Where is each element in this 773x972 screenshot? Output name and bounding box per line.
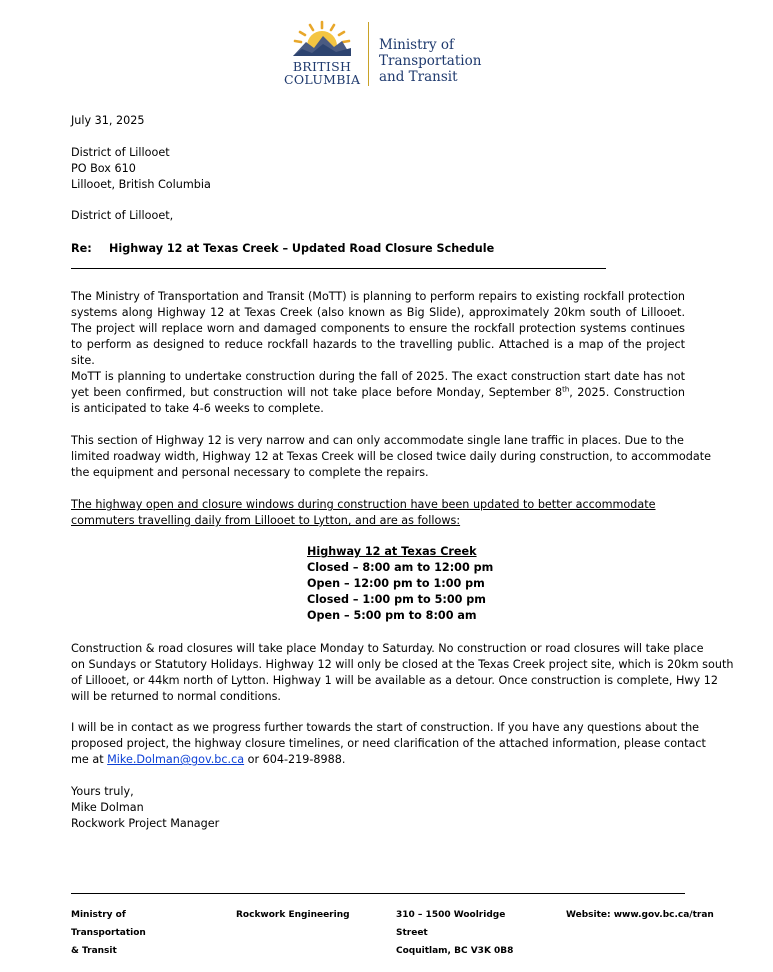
footer-line: Transportation [71, 928, 146, 938]
bc-wordmark-line2: COLUMBIA [284, 72, 361, 87]
footer-line: Ministry of [71, 910, 126, 920]
paragraph-text: me at [71, 753, 108, 766]
paragraph-line: on Sundays or Statutory Holidays. Highway 12 will only be closed at the Texas Creek project site, which is 20km south [71, 658, 734, 671]
ministry-name [379, 37, 489, 85]
paragraph-line [71, 752, 685, 768]
subject-line: Highway 12 at Texas Creek – Updated Road Closure Schedule [109, 242, 495, 255]
paragraph-line: Construction & road closures will take place Monday to Saturday. No construction or road closures will take place [71, 642, 704, 655]
paragraph-project-description: The Ministry of Transportation and Transit (MoTT) is planning to perform repairs to existing rockfall protection systems along Highway 12 at Texas Creek (also known as Big Slide), approximately 20km south of Lillooet. The project will replace worn and damaged components to ensure the rockfall protection systems continues to perform as designed to reduce rockfall hazards to the travelling public. Attached is a map of the project site. [71, 290, 685, 367]
footer-ministry [71, 906, 146, 960]
schedule-heading: Highway 12 at Texas Creek [307, 545, 477, 558]
footer-line: Coquitlam, BC V3K 0B8 [396, 946, 514, 956]
subject-rule [71, 268, 606, 269]
paragraph-closure-reason [71, 433, 711, 481]
email-link[interactable]: Mike.Dolman@gov.bc.ca [107, 753, 245, 766]
paragraph-schedule-intro [71, 497, 685, 529]
logo-divider [368, 22, 369, 86]
schedule-item: Closed – 1:00 pm to 5:00 pm [307, 593, 486, 606]
paragraph-line: limited roadway width, Highway 12 at Texas Creek will be closed twice daily during construction, to accommodate [71, 450, 711, 463]
schedule-item: Closed – 8:00 am to 12:00 pm [307, 561, 494, 574]
paragraph-line: commuters travelling daily from Lillooet to Lytton, and are as follows: [71, 514, 461, 527]
paragraph-line: will be returned to normal conditions. [71, 690, 281, 703]
paragraph-construction-timing [71, 369, 685, 417]
re-label: Re: [71, 242, 92, 255]
footer-website [566, 906, 714, 924]
footer-rule [71, 893, 685, 894]
salutation: District of Lillooet, [71, 209, 174, 222]
paragraph-line: proposed project, the highway closure timelines, or need clarification of the attached information, please contact [71, 737, 706, 750]
bc-wordmark-line1: BRITISH [292, 59, 352, 74]
closure-schedule [307, 544, 493, 624]
recipient-line: Lillooet, British Columbia [71, 178, 211, 191]
paragraph-line: This section of Highway 12 is very narrow and can only accommodate single lane traffic in places. Due to the [71, 434, 684, 447]
signature-block [71, 784, 685, 832]
recipient-line: District of Lillooet [71, 146, 170, 159]
paragraph-text: MoTT is planning to undertake construction during the fall of 2025. The exact construction start date has not yet been confirmed, but construction will not take place before Monday, September 8 [71, 370, 685, 399]
recipient-line: PO Box 610 [71, 162, 136, 175]
letterhead-logo [284, 20, 484, 90]
ministry-name-line: and Transit [379, 69, 458, 85]
paragraph-line: The highway open and closure windows during construction have been updated to better accommodate [71, 498, 656, 511]
paragraph-contact [71, 720, 706, 768]
signer-title: Rockwork Project Manager [71, 817, 220, 830]
paragraph-text: or 604-219-8988. [244, 753, 346, 766]
footer-line: Street [396, 928, 428, 938]
footer-line: Rockwork Engineering [236, 910, 350, 920]
paragraph-line: I will be in contact as we progress further towards the start of construction. If you have any questions about the [71, 721, 700, 734]
paragraph-line: of Lillooet, or 44km north of Lytton. Highway 1 will be available as a detour. Once construction is complete, Hwy 12 [71, 674, 718, 687]
footer-line: 310 – 1500 Woolridge [396, 910, 506, 920]
ministry-name-line: Ministry of [379, 37, 455, 53]
paragraph-text: , 2025. Construction is anticipated to take 4-6 weeks to complete. [71, 386, 685, 415]
footer-address [396, 906, 513, 960]
schedule-item: Open – 5:00 pm to 8:00 am [307, 609, 477, 622]
schedule-item: Open – 12:00 pm to 1:00 pm [307, 577, 485, 590]
bc-sun-mountain-icon [292, 20, 352, 56]
footer-line: Website: www.gov.bc.ca/tran [566, 910, 714, 920]
signer-name: Mike Dolman [71, 801, 144, 814]
footer-branch [236, 906, 350, 924]
paragraph-closure-days [71, 641, 734, 705]
recipient-address [71, 145, 685, 193]
letter-date: July 31, 2025 [71, 114, 145, 127]
closing: Yours truly, [71, 785, 134, 798]
footer-line: & Transit [71, 946, 117, 956]
ordinal-suffix: th [562, 385, 570, 394]
paragraph-line: the equipment and personal necessary to complete the repairs. [71, 466, 429, 479]
ministry-name-line: Transportation [379, 53, 482, 69]
